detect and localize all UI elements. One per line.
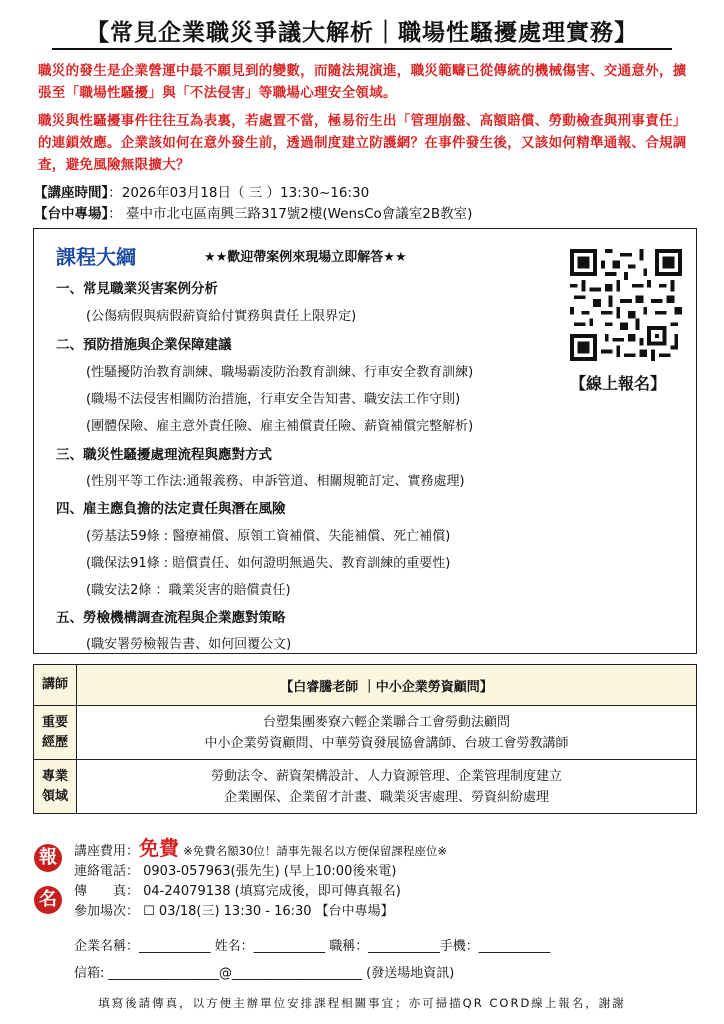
outline-section-1: 一、常見職業災害案例分析	[56, 281, 218, 297]
outline-title: 課程大綱	[56, 245, 136, 269]
outline-sub-item: (公傷病假與病假薪資給付實務與責任上限界定)	[86, 309, 357, 324]
lecture-time-value: ：2026年03月18日（ 三 ）13:30~16:30	[108, 185, 370, 201]
page-title: 【常見企業職災爭議大解析｜職場性騷擾處理實務】	[86, 20, 638, 46]
outline-section-5: 五、勞檢機構調查流程與企業應對策略	[56, 610, 286, 626]
lecturer-name: 【白睿騰老師 ｜中小企業勞資顧問】	[77, 665, 697, 706]
outline-section-2: 二、預防措施與企業保障建議	[56, 337, 232, 353]
outline-sub-item: (團體保險、雇主意外責任險、雇主補償責任險、薪資補償完整解析)	[86, 419, 474, 434]
fee-value: 免費	[139, 836, 180, 860]
registration-form-line-2[interactable]: 信箱: _________________@____________________ (發送場地資訊)	[74, 966, 455, 981]
experience-head	[34, 706, 77, 760]
table-row	[34, 760, 697, 814]
fee-line	[74, 838, 447, 862]
footer-note: 填寫後請傳真，以方便主辦單位安排課程相關事宜；亦可掃描QR CORD線上報名，謝謝	[98, 996, 626, 1010]
experience-line: 台塑集團麥寮六輕企業聯合工會勞動法顧問	[262, 714, 510, 730]
intro-paragraph-1: 職災的發生是企業營運中最不願見到的變數，而隨法規演進，職災範疇已從傳統的機械傷害、交通意外，擴張至「職場性騷擾」與「不法侵害」等職場心理安全領域。	[38, 63, 687, 101]
experience-line: 中小企業勞資顧問、中華勞資發展協會講師、台玻工會勞教講師	[204, 735, 569, 751]
register-badge-top: 報	[34, 844, 62, 872]
lecture-venue-label: 【台中專場】	[34, 206, 109, 222]
register-badge-bottom: 名	[34, 886, 62, 914]
outline-section-4: 四、雇主應負擔的法定責任與潛在風險	[56, 501, 286, 517]
lecturer-profile-table	[33, 664, 697, 814]
field-head-line: 專業	[41, 768, 68, 784]
lecture-venue-value: ： 臺中市北屯區南興三路317號2樓(WensCo會議室2B教室)	[108, 206, 473, 222]
experience-value	[77, 706, 697, 760]
phone-line: 連絡電話： 0903-057963(張先生) (早上10:00後來電)	[74, 864, 397, 879]
outline-sub-item: (性別平等工作法:通報義務、申訴管道、相關規範訂定、實務處理)	[86, 474, 465, 489]
lecture-time-label: 【講座時間】	[34, 185, 109, 201]
outline-sub-item: (職場不法侵害相關防治措施，行車安全告知書、職安法工作守則)	[86, 392, 461, 407]
table-row	[34, 665, 697, 706]
outline-sub-item: (職保法91條 : 賠償責任、如何證明無過失、教育訓練的重要性)	[86, 556, 451, 571]
field-value	[77, 760, 697, 814]
fee-note: ※免費名額30位！請事先報名以方便保留課程座位※	[183, 844, 448, 858]
online-registration-label: 【線上報名】	[570, 374, 667, 393]
table-row	[34, 706, 697, 760]
field-line: 勞動法令、薪資架構設計、人力資源管理、企業管理制度建立	[210, 768, 562, 784]
qr-code-icon[interactable]	[570, 249, 682, 361]
title-underline	[52, 48, 672, 50]
fax-line: 傳 真： 04-24079138 (填寫完成後，即可傳真報名)	[74, 884, 401, 899]
field-head-line: 領域	[41, 788, 68, 804]
outline-sub-item: (職安法2條 ：職業災害的賠償責任)	[86, 583, 291, 598]
outline-section-3: 三、職災性騷擾處理流程與應對方式	[56, 447, 272, 463]
outline-sub-item: (性騷擾防治教育訓練、職場霸凌防治教育訓練、行車安全教育訓練)	[86, 365, 474, 380]
fee-label: 講座費用：	[74, 844, 140, 859]
course-outline-box	[33, 228, 697, 654]
experience-head-line: 重要	[41, 714, 68, 730]
lecture-time	[34, 183, 369, 203]
field-line: 企業團保、企業留才計畫、職業災害處理、勞資糾紛處理	[223, 789, 549, 805]
session-line[interactable]: 參加場次： ☐ 03/18(三) 13:30 - 16:30 【台中專場】	[74, 904, 394, 919]
outline-note: ★★歡迎帶案例來現場立即解答★★	[204, 250, 407, 265]
lecturer-head: 講師	[34, 665, 77, 706]
outline-sub-item: (勞基法59條 : 醫療補償、原領工資補償、失能補償、死亡補償)	[86, 529, 451, 544]
lecture-venue	[34, 204, 472, 224]
intro-paragraph-2: 職災與性騷擾事件往往互為表裏，若處置不當，極易衍生出「管理崩盤、高額賠償、勞動檢查與刑事責任」的連鎖效應。企業該如何在意外發生前，透過制度建立防護網？在事件發生後，又該如何精準通報、合規調查，避免風險無限擴大？	[38, 113, 687, 173]
experience-head-line: 經歷	[41, 734, 68, 750]
registration-form-line-1[interactable]: 企業名稱：___________ 姓名：___________ 職稱：___________手機：___________	[74, 939, 551, 954]
outline-sub-item: (職安署勞檢報告書、如何回覆公文)	[86, 637, 292, 652]
field-head	[34, 760, 77, 814]
